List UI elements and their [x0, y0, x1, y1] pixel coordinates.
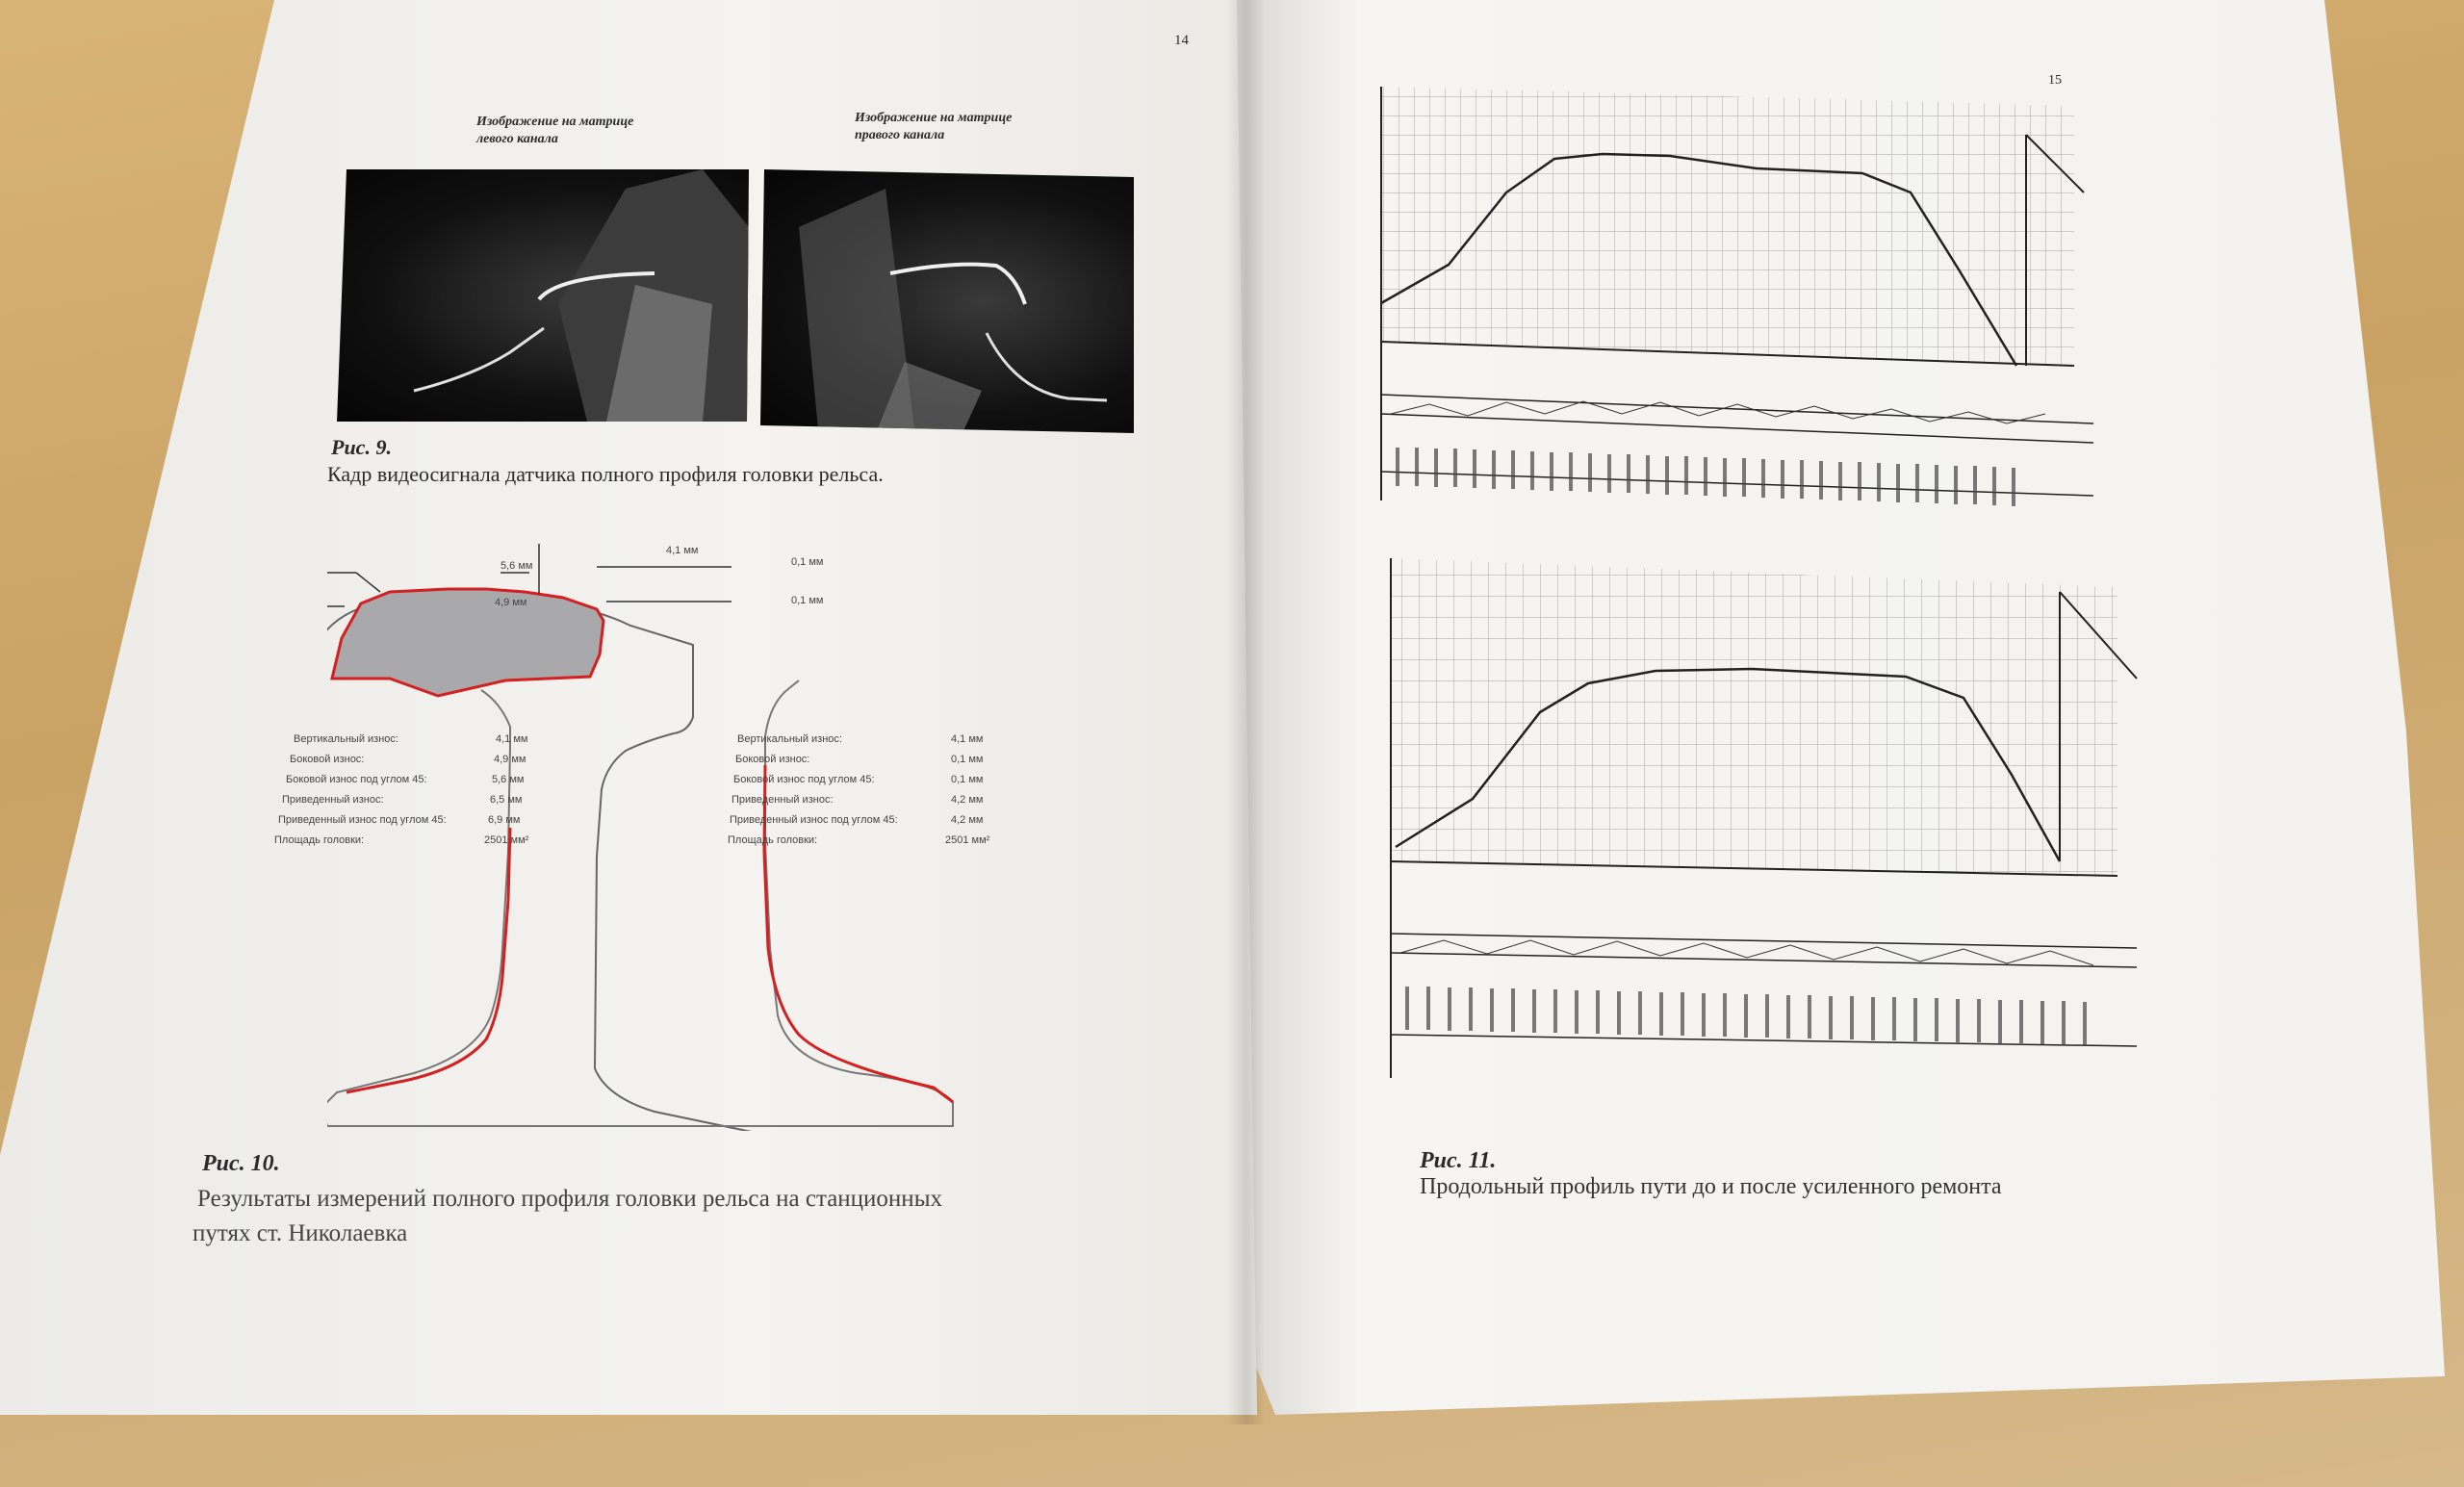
meas-left-name-1: Боковой износ:	[290, 754, 365, 765]
meas-right-value-4: 4,2 мм	[951, 814, 984, 826]
meas-left-name-0: Вертикальный износ:	[294, 733, 398, 745]
meas-right-value-1: 0,1 мм	[951, 754, 984, 765]
fig11-caption: Продольный профиль пути до и после усиленного ремонта	[1420, 1174, 2002, 1199]
meas-left-value-2: 5,6 мм	[492, 774, 525, 785]
meas-left-value-4: 6,9 мм	[488, 814, 521, 826]
meas-left-value-5: 2501 мм²	[484, 834, 529, 846]
right-channel-trace	[760, 169, 1134, 433]
meas-left-value-3: 6,5 мм	[490, 794, 523, 806]
meas-left-name-5: Площадь головки:	[274, 834, 365, 846]
dim-left-upper: 5,6 мм	[500, 560, 533, 572]
book-gutter	[1227, 0, 1266, 1424]
left-channel-trace	[337, 169, 749, 422]
dim-top: 4,1 мм	[666, 545, 699, 556]
right-channel-image	[760, 169, 1134, 433]
meas-right-name-5: Площадь головки:	[728, 834, 818, 846]
meas-left-value-0: 4,1 мм	[496, 733, 528, 745]
meas-right-name-2: Боковой износ под углом 45:	[733, 774, 875, 785]
dim-right-upper: 0,1 мм	[791, 556, 824, 568]
profile-chart-after	[1367, 553, 2156, 1092]
page-number-left: 14	[1174, 33, 1189, 48]
fig9-label: Рис. 9.	[331, 435, 392, 459]
rail-web-left	[327, 680, 953, 1126]
meas-right-value-3: 4,2 мм	[951, 794, 984, 806]
meas-right-value-2: 0,1 мм	[951, 774, 984, 785]
meas-right-name-3: Приведенный износ:	[732, 794, 834, 806]
meas-right-name-0: Вертикальный износ:	[737, 733, 842, 745]
meas-right-name-1: Боковой износ:	[735, 754, 810, 765]
fig9-caption: Кадр видеосигнала датчика полного профиля головки рельса.	[327, 462, 884, 486]
rail-profile-drawing	[327, 534, 1194, 1131]
dim-left-lower: 4,9 мм	[495, 597, 527, 608]
meas-left-value-1: 4,9 мм	[494, 754, 526, 765]
rail-web-red-left	[346, 828, 510, 1092]
meas-left-name-2: Боковой износ под углом 45:	[286, 774, 427, 785]
dim-right-lower: 0,1 мм	[791, 595, 824, 606]
fig10-label: Рис. 10.	[202, 1151, 280, 1176]
meas-right-value-0: 4,1 мм	[951, 733, 984, 745]
meas-left-name-4: Приведенный износ под углом 45:	[278, 814, 447, 826]
fig10-caption-line1: Результаты измерений полного профиля головки рельса на станционных	[197, 1186, 942, 1212]
photo-label-left: Изображение на матрице левого канала	[476, 115, 634, 146]
fig10-caption-line2: путях ст. Николаевка	[192, 1220, 408, 1246]
left-channel-image	[337, 169, 749, 422]
fig11-label: Рис. 11.	[1420, 1148, 1497, 1173]
profile-chart-before	[1352, 77, 2122, 520]
rail-head-fill	[332, 589, 603, 696]
page-number-right: 15	[2048, 73, 2062, 88]
photo-label-right: Изображение на матрице правого канала	[855, 111, 1013, 142]
meas-right-name-4: Приведенный износ под углом 45:	[730, 814, 898, 826]
meas-left-name-3: Приведенный износ:	[282, 794, 384, 806]
meas-right-value-5: 2501 мм²	[945, 834, 990, 846]
